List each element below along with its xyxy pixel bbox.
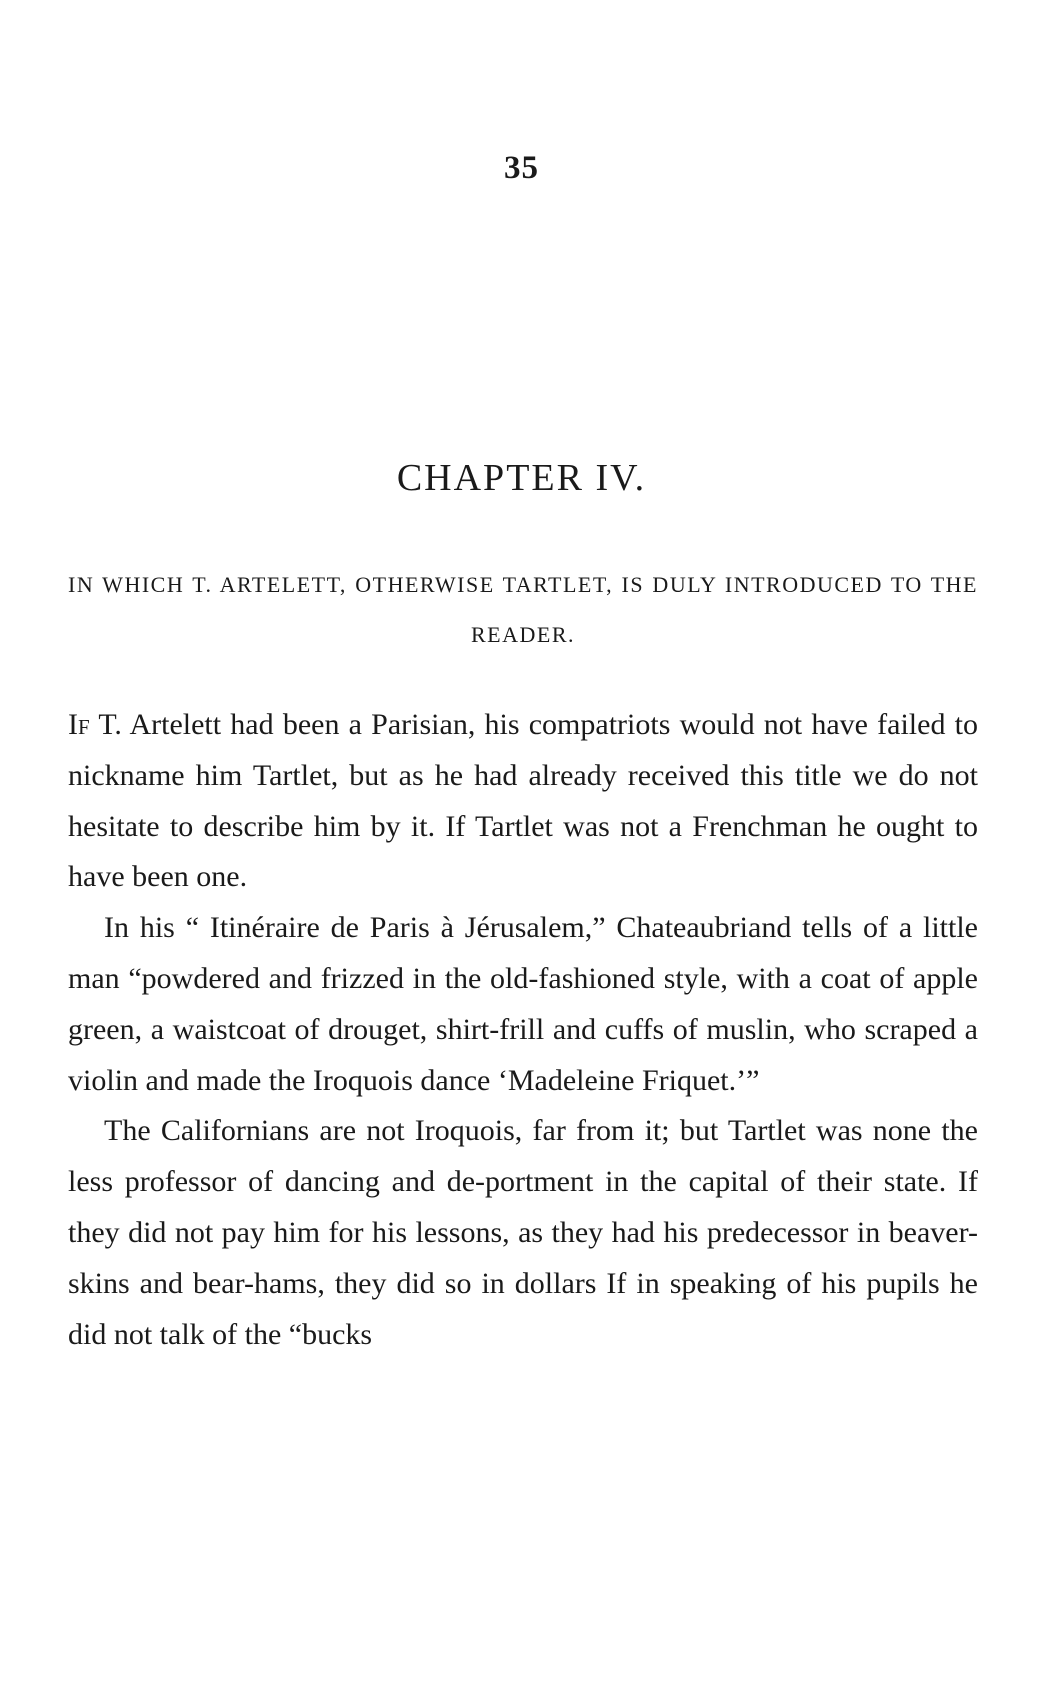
paragraph-2: In his “ Itinéraire de Paris à Jérusalem,” Chateaubriand tells of a little man “powdered and frizzed in the old-fashioned style, with a coat of apple green, a waistcoat of drouget, shirt-frill and cuffs of muslin, who scraped a violin and made the Iroquois dance ‘Madeleine Friquet.’” (68, 911, 978, 1097)
page-number: 35 (504, 150, 539, 186)
chapter-body (68, 700, 978, 1360)
paragraph-3: The Californians are not Iroquois, far from it; but Tartlet was none the less professor of dancing and de-portment in the capital of their state. If they did not pay him for his lessons, as they had his predecessor in beaver-skins and bear-hams, they did so in dollars If in speaking of his pupils he did not talk of the “bucks (68, 1114, 978, 1351)
chapter-subtitle: IN WHICH T. ARTELETT, OTHERWISE TARTLET, IS DULY INTRODUCED TO THE READER. (68, 572, 978, 647)
paragraph-1-lead: If (68, 708, 90, 741)
paragraph-1 (68, 700, 978, 903)
paragraph-1-text: T. Artelett had been a Parisian, his compatriots would not have failed to nickname him Tartlet, but as he had already received this title we do not hesitate to describe him by it. If Tartlet was not a Frenchman he ought to have been one. (68, 708, 978, 894)
chapter-title: CHAPTER IV. (396, 457, 647, 499)
